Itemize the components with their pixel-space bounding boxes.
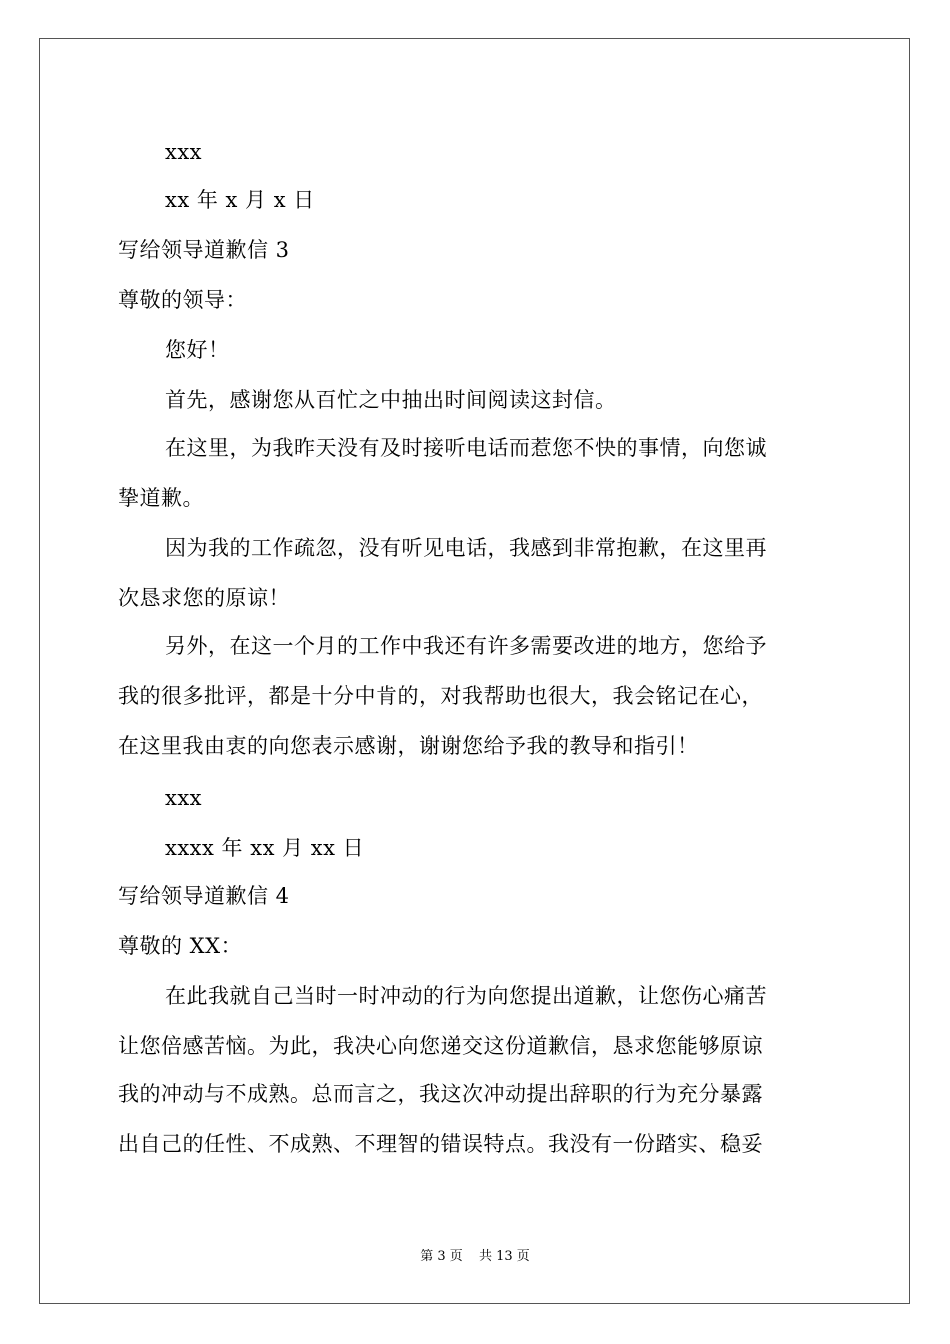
letter4-paragraph-1-line-4: 出自己的任性、不成熟、不理智的错误特点。我没有一份踏实、稳妥 [118,1132,763,1156]
letter3-paragraph-3-line-2: 次恳求您的原谅！ [118,586,290,610]
letter3-hello: 您好！ [165,338,230,362]
letter3-paragraph-1: 首先，感谢您从百忙之中抽出时间阅读这封信。 [165,388,617,412]
letter3-paragraph-4-line-2: 我的很多批评，都是十分中肯的，对我帮助也很大，我会铭记在心， [118,684,763,708]
letter4-paragraph-1-line-2: 让您倍感苦恼。为此，我决心向您递交这份道歉信，恳求您能够原谅 [118,1034,763,1058]
letter3-paragraph-3-line-1: 因为我的工作疏忽，没有听见电话，我感到非常抱歉，在这里再 [165,536,767,560]
letter3-paragraph-2-line-2: 挚道歉。 [118,486,204,510]
letter2-signature: xxx [165,140,203,164]
letter2-date: xx 年 x 月 x 日 [165,188,315,212]
letter3-signature: xxx [165,786,203,810]
letter3-date: xxxx 年 xx 月 xx 日 [165,836,365,860]
letter4-greeting: 尊敬的 XX： [118,934,243,958]
letter3-paragraph-2-line-1: 在这里，为我昨天没有及时接听电话而惹您不快的事情，向您诚 [165,436,767,460]
page-number: 第 3 页 [420,1249,463,1264]
page-footer [0,1249,950,1265]
letter3-paragraph-4-line-3: 在这里我由衷的向您表示感谢，谢谢您给予我的教导和指引！ [118,734,699,758]
letter3-paragraph-4-line-1: 另外，在这一个月的工作中我还有许多需要改进的地方，您给予 [165,634,767,658]
letter3-greeting: 尊敬的领导： [118,288,247,312]
page-frame [39,38,910,1304]
page-total: 共 13 页 [478,1249,530,1264]
letter3-title: 写给领导道歉信 3 [118,238,290,262]
letter4-title: 写给领导道歉信 4 [118,884,290,908]
letter4-paragraph-1-line-1: 在此我就自己当时一时冲动的行为向您提出道歉，让您伤心痛苦 [165,984,767,1008]
letter4-paragraph-1-line-3: 我的冲动与不成熟。总而言之，我这次冲动提出辞职的行为充分暴露 [118,1082,763,1106]
